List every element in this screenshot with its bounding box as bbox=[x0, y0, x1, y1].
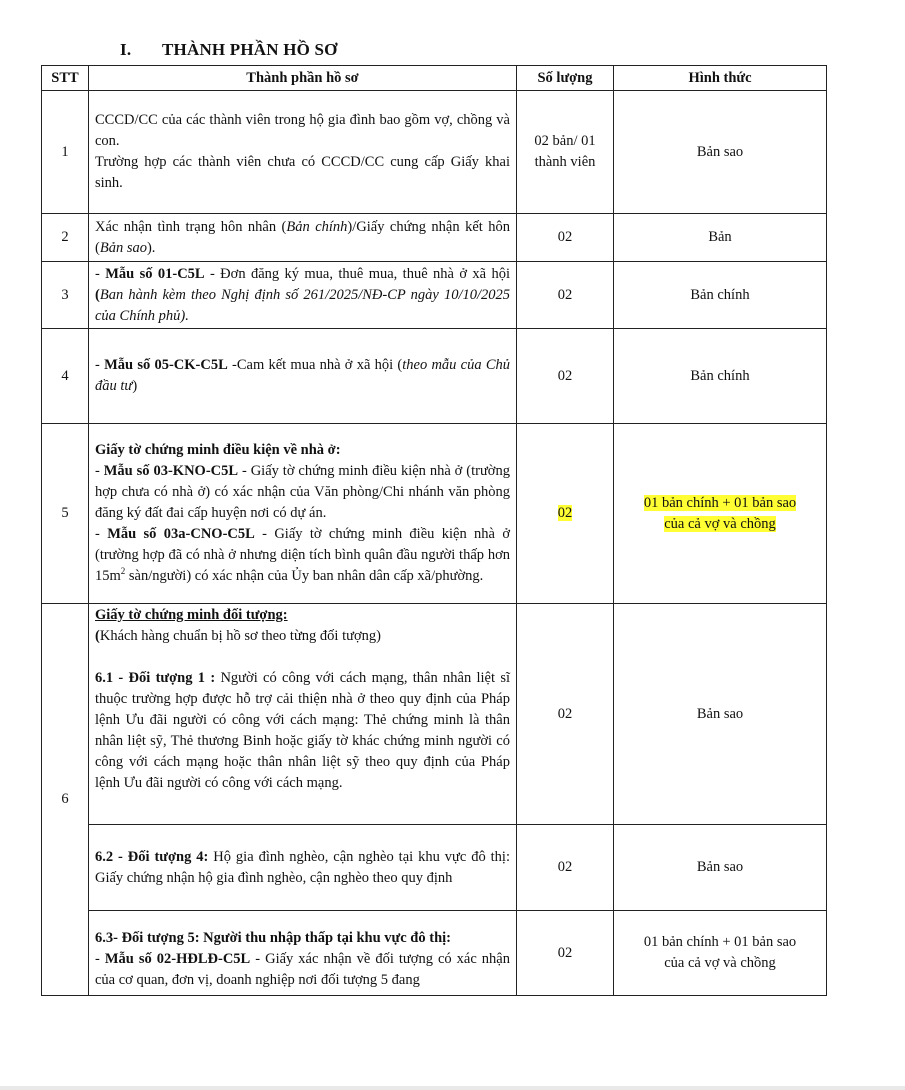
row2-description bbox=[89, 214, 517, 262]
row6-note bbox=[95, 626, 510, 647]
document-table bbox=[41, 65, 827, 996]
row2-text-2: Bản chính bbox=[286, 218, 348, 235]
row5-item2-text-a: - Giấy tờ chứng minh điều kiện nhà ở (trường hợp đã có nhà ở nhưng diện tích bình quân đầu người thấp hơn 15m bbox=[95, 526, 510, 584]
row1-line1: CCCD/CC của các thành viên trong hộ gia đình bao gồm vợ, chồng và con. bbox=[95, 112, 510, 149]
row3-quantity: 02 bbox=[517, 262, 614, 329]
row2-quantity: 02 bbox=[517, 214, 614, 262]
row6-1-quantity: 02 bbox=[517, 604, 614, 825]
row6-2-label: 6.2 - Đối tượng 4: bbox=[95, 848, 209, 865]
row6-3-text: - Giấy xác nhận về đối tượng có xác nhận của cơ quan, đơn vị, doanh nghiệp nơi đối tượng 5 đang bbox=[95, 951, 510, 988]
table-row-6-3 bbox=[42, 911, 827, 996]
row5-item2-sup: 2 bbox=[120, 566, 126, 577]
row1-line2: Trường hợp các thành viên chưa có CCCD/CC cung cấp Giấy khai sinh. bbox=[95, 154, 510, 191]
page-bottom-edge bbox=[0, 1086, 905, 1090]
row6-3-description bbox=[89, 911, 517, 996]
header-stt: STT bbox=[42, 66, 89, 91]
row6-1-body bbox=[95, 668, 510, 794]
row6-2-form: Bản sao bbox=[614, 825, 827, 911]
row6-note-text: Khách hàng chuẩn bị hồ sơ theo từng đối tượng) bbox=[99, 628, 381, 644]
row5-item1-text: - Giấy tờ chứng minh điều kiện nhà ở (trường hợp chưa có nhà ở) có xác nhận của Văn phòng/Chi nhánh văn phòng đăng ký đất đai cấp huyện nơi có dự án. bbox=[95, 463, 510, 521]
row6-3-clip bbox=[95, 928, 510, 994]
row5-item1-code: Mẫu số 03-KNO-C5L bbox=[103, 463, 239, 479]
row2-form: Bản bbox=[614, 214, 827, 262]
section-heading bbox=[120, 40, 338, 60]
row5-quantity-value: 02 bbox=[557, 505, 573, 521]
row3-stt: 3 bbox=[42, 262, 89, 329]
row5-description bbox=[89, 424, 517, 604]
row5-form-line2: của cả vợ và chồng bbox=[664, 515, 776, 532]
row6-title: Giấy tờ chứng minh đối tượng: bbox=[95, 607, 288, 623]
row5-stt: 5 bbox=[42, 424, 89, 604]
row3-description bbox=[89, 262, 517, 329]
row2-text-1: Xác nhận tình trạng hôn nhân ( bbox=[95, 218, 287, 235]
section-title: THÀNH PHẦN HỒ SƠ bbox=[162, 40, 338, 59]
row5-form-line1: 01 bản chính + 01 bản sao bbox=[643, 494, 797, 511]
row6-3-form-line1: 01 bản chính + 01 bản sao bbox=[643, 934, 797, 950]
row4-form: Bản chính bbox=[614, 329, 827, 424]
row2-stt: 2 bbox=[42, 214, 89, 262]
row3-prefix: - bbox=[95, 265, 106, 282]
row3-note: Ban hành kèm theo Nghị định số 261/2025/NĐ-CP ngày 10/10/2025 của Chính phủ). bbox=[95, 286, 510, 324]
header-form: Hình thức bbox=[614, 66, 827, 91]
row6-note-open: ( bbox=[95, 628, 100, 644]
row1-quantity: 02 bản/ 01 thành viên bbox=[517, 91, 614, 214]
table-row-4 bbox=[42, 329, 827, 424]
row3-text: - Đơn đăng ký mua, thuê mua, thuê nhà ở xã hội bbox=[204, 265, 510, 282]
row5-item2-prefix: - bbox=[95, 526, 108, 542]
row6-1-description bbox=[89, 604, 517, 825]
row4-note: theo mẫu của Chủ đầu tư bbox=[95, 357, 510, 394]
row6-3-label: 6.3- Đối tượng 5: Người thu nhập thấp tại khu vực đô thị: bbox=[95, 930, 451, 946]
row4-description bbox=[89, 329, 517, 424]
row4-prefix: - bbox=[95, 357, 105, 373]
row1-form: Bản sao bbox=[614, 91, 827, 214]
table-header-row bbox=[42, 66, 827, 91]
row5-item2 bbox=[95, 524, 510, 587]
row5-title: Giấy tờ chứng minh điều kiện về nhà ở: bbox=[95, 442, 341, 458]
row4-stt: 4 bbox=[42, 329, 89, 424]
table-row-5 bbox=[42, 424, 827, 604]
row6-1-label: 6.1 - Đối tượng 1 : bbox=[95, 670, 216, 686]
row6-1-text: Người có công với cách mạng, thân nhân liệt sĩ thuộc trường hợp được hỗ trợ cải thiện nhà ở theo quy định của Pháp lệnh Ưu đãi người có công với cách mạng: Thẻ chứng minh là thân nhân liệt sỹ, Thẻ thương Binh hoặc giấy tờ khác chứng minh người có công với cách mạng hoặc thân nhân liệt sỹ theo quy định của Pháp lệnh Ưu đãi người có công với cách mạng. bbox=[95, 670, 510, 791]
row5-item2-code: Mẫu số 03a-CNO-C5L bbox=[107, 526, 255, 542]
table-row-2 bbox=[42, 214, 827, 262]
row5-item1-prefix: - bbox=[95, 463, 104, 479]
row6-3-code: Mẫu số 02-HĐLĐ-C5L bbox=[104, 951, 251, 967]
row4-code: Mẫu số 05-CK-C5L bbox=[104, 357, 228, 373]
row6-3-body bbox=[95, 949, 510, 991]
section-number: I. bbox=[120, 40, 132, 59]
row1-stt: 1 bbox=[42, 91, 89, 214]
row1-description bbox=[89, 91, 517, 214]
row4-quantity: 02 bbox=[517, 329, 614, 424]
table-row-1 bbox=[42, 91, 827, 214]
table-row-3 bbox=[42, 262, 827, 329]
row6-1-form: Bản sao bbox=[614, 604, 827, 825]
row6-2-quantity: 02 bbox=[517, 825, 614, 911]
header-component: Thành phần hồ sơ bbox=[89, 66, 517, 91]
row5-item1 bbox=[95, 461, 510, 524]
row6-stt: 6 bbox=[42, 604, 89, 996]
row6-2-text: Hộ gia đình nghèo, cận nghèo tại khu vực đô thị: Giấy chứng nhận hộ gia đình nghèo, cận nghèo theo quy định bbox=[95, 848, 510, 886]
row5-item2-text-b: sàn/người) có xác nhận của Ủy ban nhân dân cấp xã/phường. bbox=[125, 568, 484, 584]
row2-text-4: Bản sao bbox=[99, 239, 147, 256]
row3-code: Mẫu số 01-C5L bbox=[105, 265, 205, 282]
row2-text-3: )/Giấy chứng nhận kết hôn ( bbox=[95, 218, 510, 256]
row5-quantity bbox=[517, 424, 614, 604]
row6-spacer bbox=[95, 647, 510, 668]
row5-form bbox=[614, 424, 827, 604]
row2-text-5: ). bbox=[146, 239, 156, 256]
table-row-6-1 bbox=[42, 604, 827, 825]
row3-form: Bản chính bbox=[614, 262, 827, 329]
row6-3-form bbox=[614, 911, 827, 996]
row6-3-quantity: 02 bbox=[517, 911, 614, 996]
row6-3-form-line2: của cả vợ và chồng bbox=[664, 955, 776, 971]
row6-2-description bbox=[89, 825, 517, 911]
row3-open: ( bbox=[95, 286, 100, 303]
row6-3-prefix: - bbox=[95, 951, 105, 967]
row4-text: -Cam kết mua nhà ở xã hội ( bbox=[227, 357, 403, 373]
header-quantity: Số lượng bbox=[517, 66, 614, 91]
table-row-6-2 bbox=[42, 825, 827, 911]
row4-close: ) bbox=[132, 378, 138, 394]
